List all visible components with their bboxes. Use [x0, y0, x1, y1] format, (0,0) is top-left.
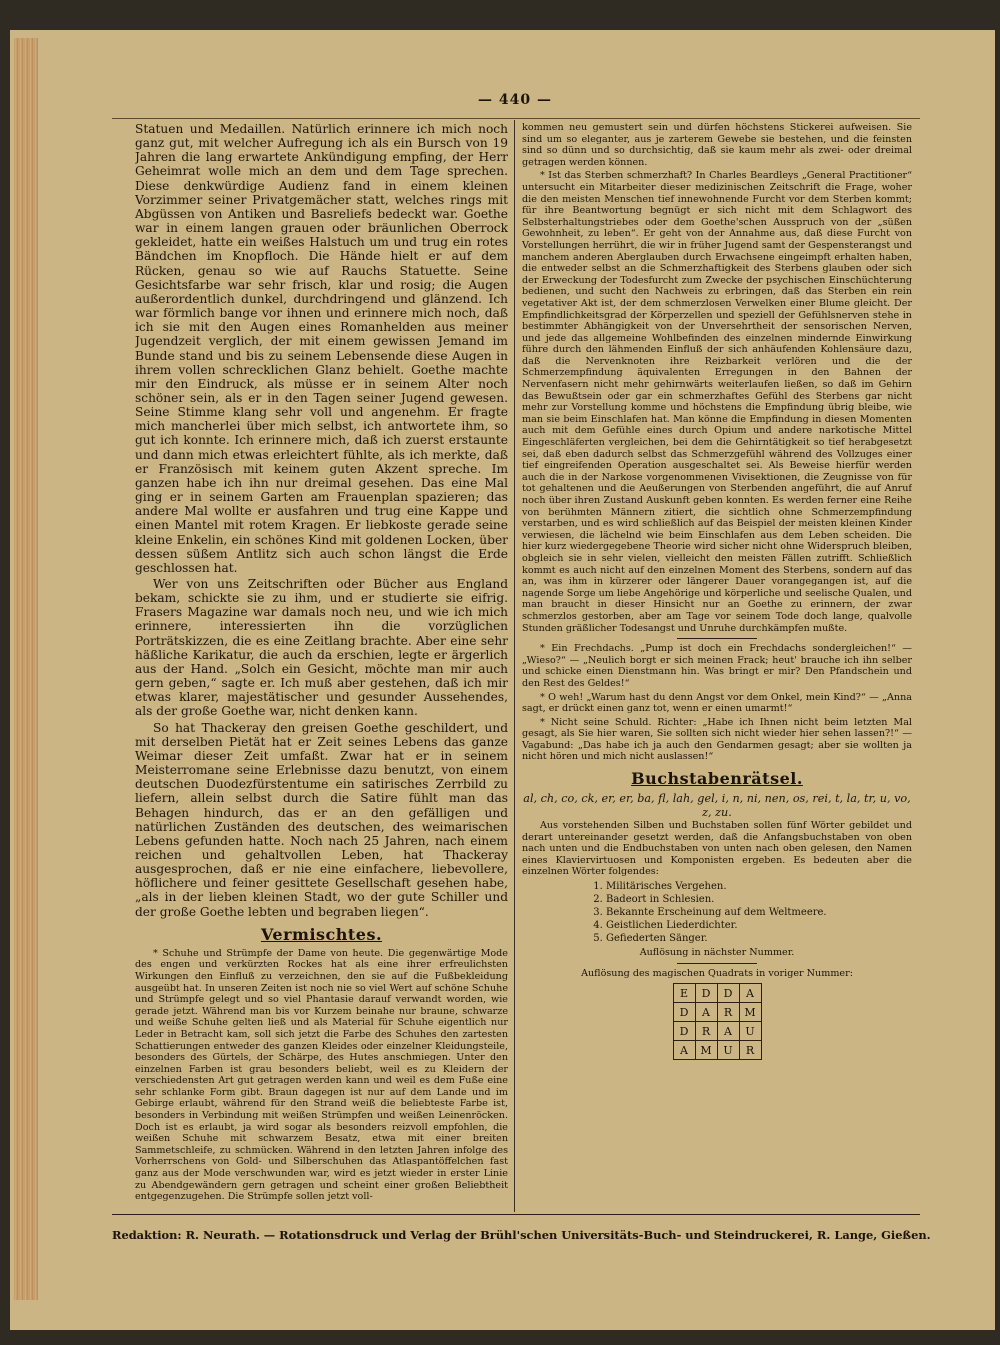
puzzle-clue: 2. Badeort in Schlesien.	[606, 893, 912, 906]
magic-square-cell: M	[739, 1003, 761, 1022]
magic-square-cell: D	[717, 984, 739, 1003]
magic-square-cell: R	[717, 1003, 739, 1022]
misc-article-continuation: kommen neu gemustert sein und dürfen höchstens Stickerei aufweisen. Sie sind um so eleganter, aus je zarterem Gewebe sie bestehen, und die feinsten sind so dünn und so durchsichtig, daß sie kaum mehr als zwei- oder dreimal getragen werden können.	[522, 122, 912, 168]
magic-square-cell: A	[695, 1003, 717, 1022]
magic-square	[673, 983, 762, 1060]
magic-square-cell: D	[673, 1022, 695, 1041]
magic-square-cell: A	[739, 984, 761, 1003]
article-paragraph: So hat Thackeray den greisen Goethe geschildert, und mit derselben Pietät hat er Zeit seines Lebens das ganze Weimar dieser Zeit umfaßt. Zwar hat er in seinem Meisterromane seine Erlebnisse dazu benutzt, von einem deutschen Duodezfürstentume ein satirisches Zerrbild zu liefern, allein selbst durch die Satire fühlt man das Behagen hindurch, das er an den gefälligen und natürlichen Zuständen des deutschen, des weimarischen Lebens gefunden hatte. Noch nach 25 Jahren, nach einem reichen und gehaltvollen Leben, hat Thackeray ausgesprochen, daß er nie eine einfachere, liebevollere, höflichere und feiner gesittete Gesellschaft gesehen habe, „als in der lieben kleinen Stadt, wo der gute Schiller und der große Goethe lebten und begraben liegen“.	[135, 720, 508, 919]
puzzle-clue: 3. Bekannte Erscheinung auf dem Weltmeere.	[606, 906, 912, 919]
joke-frechdachs: * Ein Frechdachs. „Pump ist doch ein Frechdachs sondergleichen!“ — „Wieso?“ — „Neulich borgt er sich meinen Frack; heut' brauche ich ihn selber und schicke einen Dienstmann hin. Was bringt er mir? Den Pfandschein und den Rest des Geldes!“	[522, 643, 912, 689]
separator-rule	[677, 638, 757, 639]
puzzle-clue: 1. Militärisches Vergehen.	[606, 880, 912, 893]
magic-square-cell: A	[673, 1041, 695, 1060]
footer-rule	[112, 1214, 920, 1215]
joke-nicht-seine-schuld: * Nicht seine Schuld. Richter: „Habe ich Ihnen nicht beim letzten Mal gesagt, als Sie hier waren, Sie sollten sich nicht wieder hier sehen lassen?!“ — Vagabund: „Das habe ich ja auch den Gendarmen gesagt; aber sie wollten ja nicht hören und mich nicht auslassen!“	[522, 716, 912, 763]
magic-square-cell: R	[739, 1041, 761, 1060]
magic-square-cell: R	[695, 1022, 717, 1041]
puzzle-clue: 4. Geistlichen Liederdichter.	[606, 919, 912, 932]
magic-square-row	[673, 1003, 761, 1022]
joke-o-weh: * O weh! „Warum hast du denn Angst vor dem Onkel, mein Kind?“ — „Anna sagt, er drückt einen ganz tot, wenn er einen umarmt!“	[522, 691, 912, 715]
magic-square-cell: U	[739, 1022, 761, 1041]
magic-square-cell: D	[673, 1003, 695, 1022]
magic-square-row	[673, 1022, 761, 1041]
magic-square-cell: U	[717, 1041, 739, 1060]
magic-square-row	[673, 984, 761, 1003]
left-column	[135, 122, 508, 1212]
magic-square-cell: D	[695, 984, 717, 1003]
separator-rule	[677, 963, 757, 964]
magic-square-cell: A	[717, 1022, 739, 1041]
puzzle-intro: Aus vorstehenden Silben und Buchstaben sollen fünf Wörter gebildet und derart untereinander gesetzt werden, daß die Anfangsbuchstaben von oben nach unten und die Endbuchstaben von unten nach oben gelesen, den Namen eines Klaviervirtuosen und Komponisten ergeben. Es bedeuten aber die einzelnen Wörter folgendes:	[522, 820, 912, 878]
misc-article-dying: * Ist das Sterben schmerzhaft? In Charles Beardleys „General Practitioner“ untersucht ein Mitarbeiter dieser medizinischen Zeitschrift die Frage, woher die den meisten Menschen tief innewohnende Furcht vor dem Sterben kommt; für ihre Beantwortung begnügt er sich nicht mit dem Schlagwort des Selbsterhaltungstriebes oder dem Goethe'schen Ausspruch von der „süßen Gewohnheit, zu leben“. Er geht von der Annahme aus, daß diese Furcht von Vorstellungen herrührt, die wir in früher Jugend samt der Gespensterangst und manchem anderen Aberglauben durch Erwachsene eingeimpft erhalten haben, die entweder selbst an die Schmerzhaftigkeit des Sterbens glauben oder sich der Erweckung der Todesfurcht zum Zwecke der psychischen Einschüchterung bedienen, und sucht den Nachweis zu erbringen, daß das Sterben ein rein vegetativer Akt ist, der dem schmerzlosen Verwelken einer Blume gleicht. Der Empfindlichkeitsgrad der Körperzellen und speziell der Gefühlsnerven stehe in bestimmter Abhängigkeit von der Unversehrtheit der sensorischen Nerven, und jede das allgemeine Wohlbefinden des einzelnen mindernde Einwirkung führe durch den lähmenden Einfluß der sich anhäufenden Kohlensäure dazu, daß die Nervenknoten ihre Reizbarkeit verlören und die der Schmerzempfindung äquivalenten Erregungen in den Bahnen der Nervenfasern nicht mehr gehirnwärts weiterlaufen ließen, so daß im Gehirn das Bewußtsein oder gar ein schmerzhaftes Gefühl des Sterbens gar nicht mehr zur Vorstellung komme und höchstens die Empfindung übrig bleibe, wie man sie beim Einschlafen hat. Man könne die Empfindung in diesen Momenten auch mit dem Gefühle eines durch Opium und andere narkotische Mittel Eingeschläferten vergleichen, bei dem die Gehirntätigkeit so tief herabgesetzt sei, daß eben dadurch selbst das Schmerzgefühl während des Vollzuges einer tief eingreifenden Operation ausgeschaltet sei. Als Beweise hierfür werden auch die in der Narkose vorgenommenen Vivisektionen, die Zeugnisse von für tot gehaltenen und die Aeußerungen von Sterbenden angeführt, die auf Anruf noch über ihren Zustand Auskunft geben konnten. Es werden ferner eine Reihe von berühmten Männern zitiert, die sichtlich ohne Schmerzempfindung verstarben, und es wird schließlich auf das Beispiel der meisten kleinen Kinder verwiesen, die lächelnd wie beim Einschlafen aus dem Leben scheiden. Die hier kurz wiedergegebene Theorie wird sicher nicht ohne Widerspruch bleiben, obgleich sie in sehr vielen, vielleicht den meisten Fällen zutrifft. Schließlich kommt es auch nicht auf den einzelnen Moment des Sterbens, sondern auf das an, was ihm in kürzerer oder längerer Dauer vorangegangen ist, auf die nagende Sorge um liebe Angehörige und körperliche und seelische Qualen, und man braucht in dieser Hinsicht nur an Goethe zu erinnern, der zwar schmerzlos gestorben, aber am Tage vor seinem Tode doch lange, qualvolle Stunden gräßlicher Todesangst und Unruhe durchkämpfen mußte.	[522, 170, 912, 634]
header-rule	[112, 118, 920, 119]
magic-square-title: Auflösung des magischen Quadrats in voriger Nummer:	[581, 967, 853, 979]
magic-square-row	[673, 1041, 761, 1060]
puzzle-solution-note: Auflösung in nächster Nummer.	[639, 947, 795, 959]
puzzle-syllables: al, ch, co, ck, er, er, ba, fl, lah, gel, i, n, ni, nen, os, rei, t, la, tr, u, vo, z, zu.	[523, 792, 911, 820]
misc-article-shoes: * Schuhe und Strümpfe der Dame von heute. Die gegenwärtige Mode des engen und verkürzten Rockes hat als eine ihrer erfreulichsten Wirkungen den Einfluß zu verzeichnen, den sie auf die Fußbekleidung ausgeübt hat. In unseren Zeiten ist noch nie so viel Wert auf schöne Schuhe und Strümpfe gelegt und so viel Phantasie darauf verwandt worden, wie gerade jetzt. Während man bis vor Kurzem beinahe nur braune, schwarze und weiße Schuhe gelten ließ und als Material für Schuhe eigentlich nur Leder in Betracht kam, soll sich jetzt die Farbe des Schuhes den zartesten Schattierungen entweder des ganzen Kleides oder einzelner Kleidungsteile, besonders des Gürtels, der Schärpe, des Hutes anschmiegen. Unter den einzelnen Farben ist grau besonders beliebt, weil es zu Kleidern der verschiedensten Art gut getragen werden kann und weil es dem Fuße eine sehr schlanke Form gibt. Braun dagegen ist nur auf dem Lande und im Gebirge erlaubt, während für den Strand weiß die beliebteste Farbe ist, besonders in Verbindung mit weißen Strümpfen und weißen Leinenröcken. Doch ist es erlaubt, ja wird sogar als besonders reizvoll empfohlen, die weißen Schuhe mit schwarzem Besatz, etwa mit einer breiten Sammetschleife, zu schmücken. Während in den letzten Jahren infolge des Vorherrschens von Gold- und Silberschuhen das Atlaspantöffelchen fast ganz aus der Mode verschwunden war, wird es jetzt wieder in erster Linie zu Abendgewändern gern getragen und scheint einer großen Beliebtheit entgegenzugehen. Die Strümpfe sollen jetzt voll-	[135, 947, 508, 1203]
page-number: — 440 —	[478, 92, 552, 108]
section-title-vermischtes: Vermischtes.	[260, 924, 383, 944]
puzzle-clue-list	[522, 880, 912, 945]
page-stack-edge	[14, 38, 38, 1300]
article-paragraph: Wer von uns Zeitschriften oder Bücher aus England bekam, schickte sie zu ihm, und er studierte sie eifrig. Frasers Magazine war damals noch neu, und wie ich mich erinnere, interessierten ihn die vorzüglichen Porträtskizzen, die es eine Zeitlang brachte. Aber eine sehr häßliche Karikatur, die auch da erschien, legte er ärgerlich aus der Hand. „Solch ein Gesicht, möchte man mir auch gern geben,“ sagte er. Ich muß aber gestehen, daß ich mir etwas klarer, majestätischer und gesunder Aussehendes, als der große Goethe war, nicht denken kann.	[135, 577, 508, 719]
column-divider	[514, 120, 515, 1212]
right-column	[522, 122, 912, 1212]
puzzle-clue: 5. Gefiederten Sänger.	[606, 932, 912, 945]
puzzle-title: Buchstabenrätsel.	[631, 769, 803, 789]
magic-square-cell: E	[673, 984, 695, 1003]
article-paragraph: Statuen und Medaillen. Natürlich erinnere ich mich noch ganz gut, mit welcher Aufregung ich als ein Bursch von 19 Jahren die lang erwartete Ankündigung empfing, der Herr Geheimrat wolle mich an dem und dem Tage sprechen. Diese denkwürdige Audienz fand in einem kleinen Vorzimmer seiner Privatgemächer statt, welches rings mit Abgüssen von Antiken und Basreliefs bedeckt war. Goethe war in einem langen grauen oder bräunlichen Oberrock gekleidet, hatte ein weißes Halstuch um und trug ein rotes Bändchen im Knopfloch. Die Hände hielt er auf dem Rücken, genau so wie auf Rauchs Statuette. Seine Gesichtsfarbe war sehr frisch, klar und rosig; die Augen außerordentlich dunkel, durchdringend und glänzend. Ich war förmlich bange vor ihnen und erinnere mich noch, daß ich sie mit den Augen eines Romanhelden aus meiner Jugendzeit verglich, der mit einem gewissen Jemand im Bunde stand und bis zu seinem Lebensende diese Augen in ihrem vollen schrecklichen Glanz behielt. Goethe machte mir den Eindruck, als müsse er in seinem Alter noch schöner sein, als er in den Tagen seiner Jugend gewesen. Seine Stimme klang sehr voll und angenehm. Er fragte mich mancherlei über mich selbst, ich antwortete ihm, so gut ich konnte. Ich erinnere mich, daß ich zuerst erstaunte und dann mich etwas erleichtert fühlte, als ich merkte, daß er Französisch mit keinem guten Akzent spreche. Im ganzen habe ich ihn nur dreimal gesehen. Das eine Mal ging er in seinem Garten am Frauenplan spazieren; das andere Mal wollte er ausfahren und trug eine Kappe und einen Mantel mit rotem Kragen. Er liebkoste gerade seine kleine Enkelin, ein schönes Kind mit goldenen Locken, über dessen süßem Antlitz sich auch schon längst die Erde geschlossen hat.	[135, 122, 508, 575]
magic-square-cell: M	[695, 1041, 717, 1060]
imprint: Redaktion: R. Neurath. — Rotationsdruck und Verlag der Brühl'schen Universitäts-Buch- und Steindruckerei, R. Lange, Gießen.	[112, 1228, 931, 1242]
thackeray-article	[135, 122, 508, 919]
